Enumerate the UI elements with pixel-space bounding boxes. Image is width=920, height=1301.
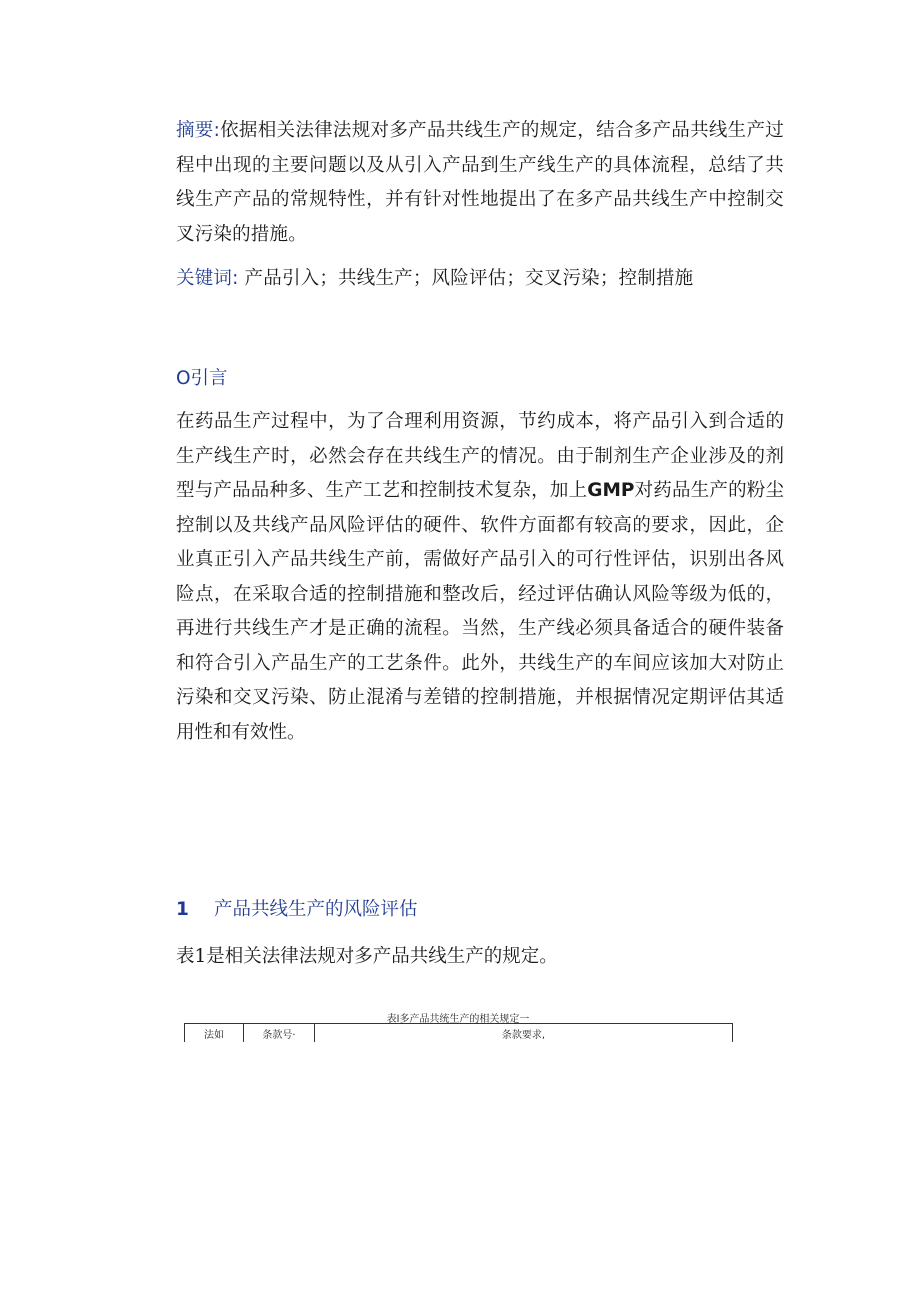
- section-0-heading: O引言: [176, 368, 228, 389]
- section-1-heading: [176, 895, 418, 921]
- table-caption: 表l多产品共统生产的相关规定一: [386, 1014, 530, 1025]
- section-0-paragraph: [176, 405, 784, 750]
- table-header-row: [185, 1024, 733, 1043]
- section-1-paragraph: 表1是相关法律法规对多产品共线生产的规定。: [176, 946, 558, 967]
- section-1-number: 1: [176, 899, 189, 920]
- section-1-title: 产品共线生产的风险评估: [214, 899, 418, 920]
- abstract-text: 依据相关法律法规对多产品共线生产的规定，结合多产品共线生产过程中出现的主要问题以及从引入产品到生产线生产的具体流程，总结了共线生产产品的常规特性，并有针对性地提出了在多产品共线生产中控制交叉污染的措施。: [176, 120, 784, 245]
- gmp-term: GMP: [587, 480, 635, 501]
- keywords-text: 产品引入；共线生产；风险评估；交叉污染；控制措施: [244, 268, 694, 289]
- keywords-paragraph: [176, 262, 784, 297]
- keywords-label: 关键词:: [176, 268, 239, 289]
- section-0-text-before: 在药品生产过程中，为了合理利用资源，节约成本，将产品引入到合适的生产线生产时，必然会存在共线生产的情况。由于制剂生产企业涉及的剂型与产品品种多、生产工艺和控制技术复杂，加上: [176, 411, 784, 501]
- table-header-clause-number: 条款号·: [244, 1024, 315, 1043]
- table-header-law: 法如: [185, 1024, 244, 1043]
- regulations-table: [184, 1023, 733, 1042]
- table-header-clause-requirement: 条款要求,: [315, 1024, 733, 1043]
- section-0-text-after: 对药品生产的粉尘控制以及共线产品风险评估的硬件、软件方面都有较高的要求，因此，企业真正引入产品共线生产前，需做好产品引入的可行性评估，识别出各风险点，在采取合适的控制措施和整改后，经过评估确认风险等级为低的，再进行共线生产才是正确的流程。当然，生产线必须具备适合的硬件装备和符合引入产品生产的工艺条件。此外，共线生产的车间应该加大对防止污染和交叉污染、防止混淆与差错的控制措施，并根据情况定期评估其适用性和有效性。: [176, 480, 784, 743]
- abstract-paragraph: [176, 114, 784, 252]
- abstract-label: 摘要:: [176, 120, 221, 141]
